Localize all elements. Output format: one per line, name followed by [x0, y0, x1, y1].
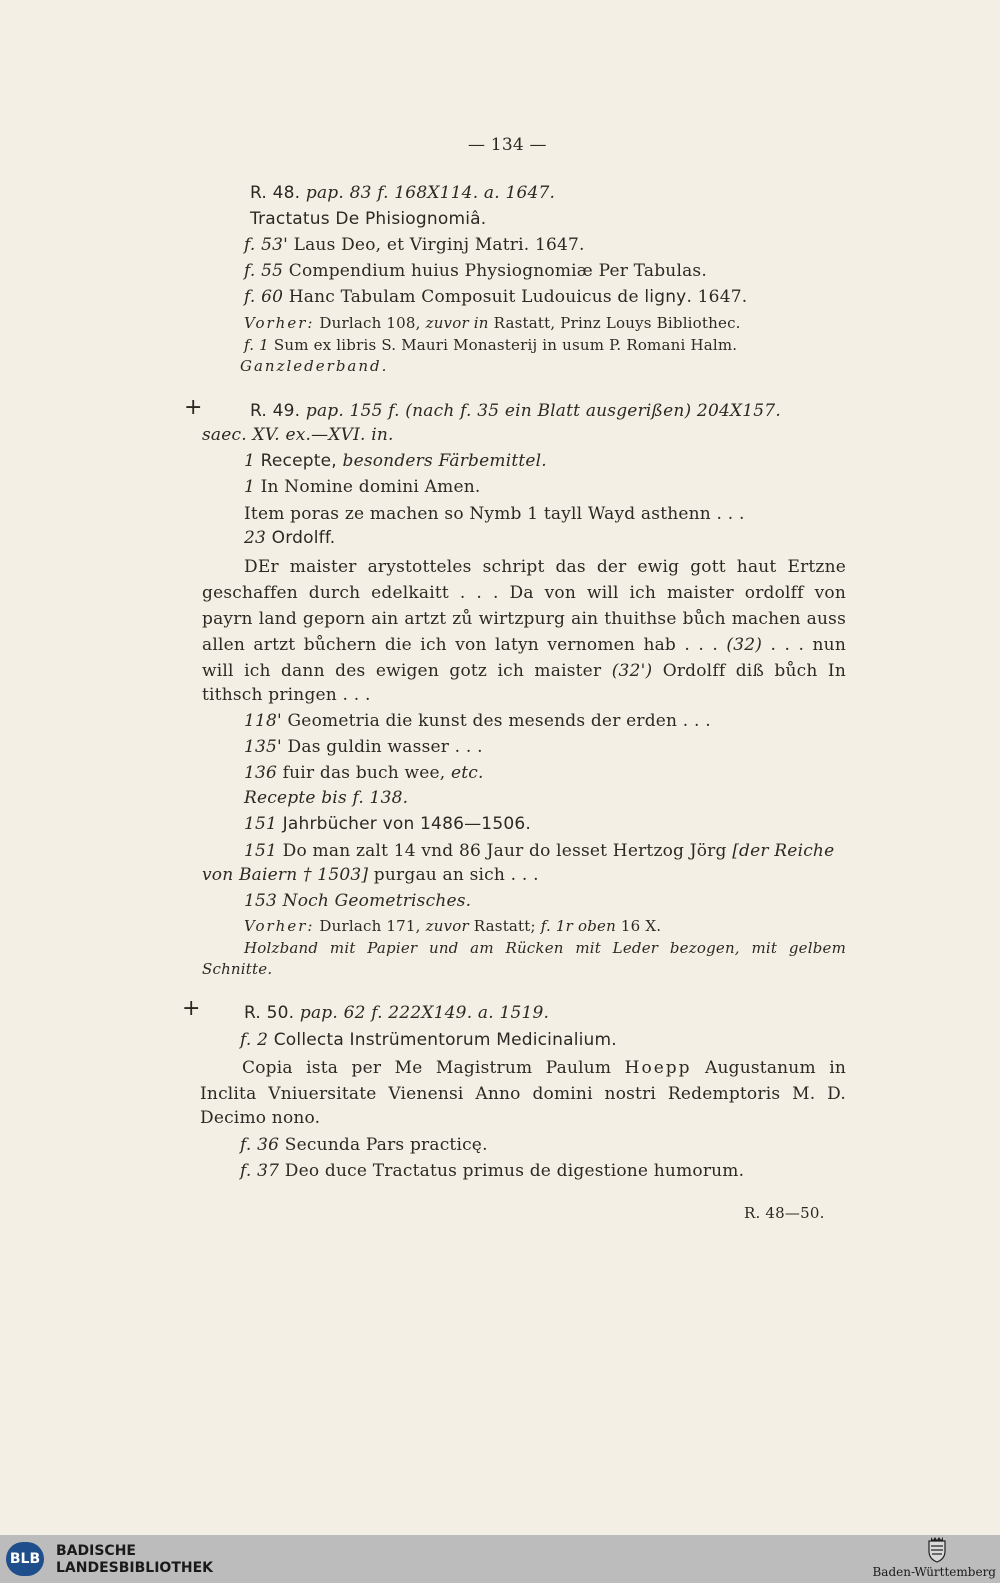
content-note: Recepte bis f. 138. — [244, 788, 409, 808]
folio-ref: 151 — [244, 841, 278, 861]
date-line: saec. XV. ex.—XVI. in. — [202, 425, 394, 445]
content-title: Ordolff. — [266, 528, 336, 548]
editorial-note: [der Reiche — [732, 841, 835, 861]
folio-ref: 23 — [244, 528, 267, 548]
quote-line — [202, 634, 846, 656]
physical-description: pap. 155 f. (nach f. 35 ein Blatt ausgerißen) 204X157. — [305, 401, 781, 421]
binding-note: Holzband mit Papier und am Rücken mit Leder bezogen, mit gelbem — [244, 939, 846, 957]
coat-of-arms-icon — [926, 1537, 948, 1563]
provenance-label: Vorher: — [244, 314, 315, 332]
content-text: Sum ex libris S. Mauri Monasterij in usum P. Romani Halm. — [268, 336, 738, 354]
quote-line — [242, 1057, 846, 1079]
folio-ref: (32) — [726, 635, 763, 655]
library-name-line2: LANDESBIBLIOTHEK — [56, 1560, 214, 1576]
content-text: Ordolff diß bůch In — [662, 661, 847, 681]
folio-ref: f. 1 — [244, 336, 269, 354]
content-text: Hanc Tabulam Composuit Ludouicus de — [283, 287, 645, 307]
footer-bar — [0, 1535, 1000, 1583]
content-text: 16 X. — [615, 917, 662, 935]
content-title: Collecta Instrümentorum Medicinalium. — [268, 1030, 617, 1050]
content-text: Hoepp — [624, 1058, 692, 1078]
provenance-line — [244, 915, 661, 937]
folio-ref: f. 55 — [244, 261, 284, 281]
content-text: . 1647. — [686, 287, 748, 307]
entry-heading — [244, 1002, 549, 1024]
entry-heading — [250, 182, 555, 204]
folio-ref: f. 60 — [244, 287, 284, 307]
content-text: Durlach 108, — [314, 314, 426, 332]
content-line — [202, 864, 539, 886]
content-text: Rastatt, Prinz Louys Bibliothec. — [488, 314, 741, 332]
content-title-note: besonders Färbemittel. — [342, 451, 547, 471]
content-line — [244, 234, 585, 256]
content-text: Geometria die kunst des mesends der erden . . . — [281, 711, 711, 731]
content-text: etc. — [451, 763, 484, 783]
running-reference: R. 48—50. — [744, 1204, 825, 1222]
content-title-line — [244, 450, 547, 472]
entry-heading — [250, 400, 781, 422]
content-text: zuvor in — [425, 314, 489, 332]
content-text: Secunda Pars practicę. — [279, 1135, 488, 1155]
content-title-line — [244, 527, 335, 549]
content-line — [244, 736, 483, 758]
quote-line — [202, 660, 846, 682]
folio-ref: 1 — [244, 451, 256, 471]
quote-line: tithsch pringen . . . — [202, 685, 371, 705]
shelfmark: R. 50. — [244, 1003, 300, 1023]
content-text: ligny — [644, 287, 687, 307]
folio-ref: f. 1r oben — [540, 917, 616, 935]
folio-ref: f. 36 — [240, 1135, 280, 1155]
content-text: Das guldin wasser . . . — [281, 737, 483, 757]
content-title: Recepte, — [255, 451, 343, 471]
content-text: Do man zalt 14 vnd 86 Jaur do lesset Hertzog Jörg — [277, 841, 733, 861]
content-text: In Nomine domini Amen. — [255, 477, 481, 497]
content-text: Deo duce Tractatus primus de digestione humorum. — [279, 1161, 745, 1181]
content-text: Copia ista per Me Magistrum Paulum — [242, 1058, 625, 1078]
folio-ref: 1 — [244, 477, 256, 497]
blb-logo[interactable]: BLB — [6, 1542, 44, 1576]
content-line — [240, 1160, 744, 1182]
provenance-label: Vorher: — [244, 917, 315, 935]
content-line — [244, 260, 707, 282]
library-name-line1: BADISCHE — [56, 1543, 136, 1559]
folio-ref: 135' — [244, 737, 282, 757]
quote-line: Inclita Vniuersitate Vienensi Anno domini nostri Redemptoris M. D. — [200, 1084, 846, 1104]
content-line — [240, 1134, 488, 1156]
folio-ref: (32') — [611, 661, 653, 681]
folio-ref: f. 2 — [240, 1030, 269, 1050]
content-text: Augustanum in — [705, 1058, 847, 1078]
quote-line: Decimo nono. — [200, 1108, 321, 1128]
editorial-note: von Baiern † 1503] — [202, 865, 369, 885]
quote-line: geschaffen durch edelkaitt . . . Da von will ich maister ordolff von — [202, 583, 846, 603]
content-title-line — [240, 1029, 617, 1051]
content-note: 153 Noch Geometrisches. — [244, 891, 472, 911]
content-text: Compendium huius Physiognomiæ Per Tabulas. — [283, 261, 707, 281]
content-title-line — [244, 813, 531, 835]
shelfmark: R. 49. — [250, 401, 306, 421]
folio-ref: 118' — [244, 711, 282, 731]
plus-marker: + — [184, 395, 203, 420]
folio-ref: f. 37 — [240, 1161, 280, 1181]
content-text: Laus Deo, et Virginj Matri. 1647. — [288, 235, 585, 255]
content-line: Item poras ze machen so Nymb 1 tayll Wayd asthenn . . . — [244, 504, 745, 524]
quote-line: DEr maister arystotteles schript das der ewig gott haut Ertzne — [244, 557, 846, 577]
physical-description: pap. 83 f. 168X114. a. 1647. — [305, 183, 556, 203]
content-text: Durlach 171, — [314, 917, 426, 935]
content-text: will ich dann des ewigen gotz ich maister — [202, 661, 612, 681]
content-text: Rastatt; — [468, 917, 541, 935]
content-text: purgau an sich . . . — [368, 865, 539, 885]
content-text: fuir das buch wee, — [277, 763, 452, 783]
folio-ref: 151 — [244, 814, 278, 834]
content-line — [244, 286, 747, 308]
physical-description: pap. 62 f. 222X149. a. 1519. — [299, 1003, 550, 1023]
provenance-line — [244, 312, 741, 334]
folio-ref: 136 — [244, 763, 278, 783]
content-text: . . . nun — [770, 635, 846, 655]
provenance-line — [244, 334, 737, 356]
content-line — [244, 476, 480, 498]
content-line — [244, 840, 834, 862]
shelfmark: R. 48. — [250, 183, 306, 203]
folio-ref: f. 53' — [244, 235, 288, 255]
state-name: Baden-Württemberg — [872, 1565, 996, 1579]
content-title: Jahrbücher von 1486—1506. — [277, 814, 531, 834]
content-text: allen artzt bůchern die ich von latyn vernomen hab . . . — [202, 635, 727, 655]
binding-note: Schnitte. — [202, 960, 273, 978]
page-number: — 134 — — [468, 135, 547, 155]
binding-note: Ganzlederband. — [240, 357, 389, 375]
library-name[interactable] — [56, 1543, 213, 1577]
content-title: Tractatus De Phisiognomiâ. — [250, 209, 487, 229]
content-line — [244, 710, 711, 732]
content-text: zuvor — [425, 917, 469, 935]
quote-line: payrn land geporn ain artzt zů wirtzpurg ain thuithse bůch machen auss — [202, 609, 846, 629]
plus-marker: + — [182, 996, 201, 1021]
content-line — [244, 762, 484, 784]
